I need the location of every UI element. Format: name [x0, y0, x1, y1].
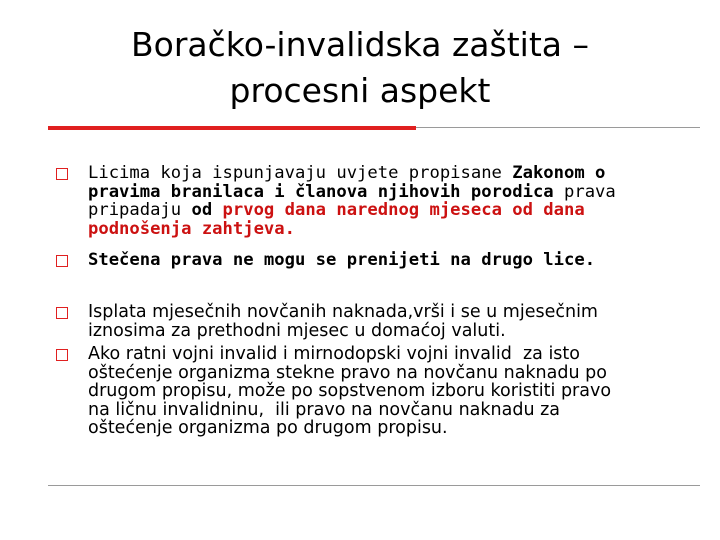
text-line [88, 382, 688, 401]
title-line-1: Boračko-invalidska zaštita – [131, 25, 589, 64]
text-line [88, 401, 688, 420]
bullet-text-1 [88, 164, 688, 238]
text-segment: oštećenje organizma stekne pravo na novčanu naknadu po [88, 362, 607, 383]
title-divider-line [416, 127, 700, 128]
text-line [88, 251, 688, 270]
text-segment: pripadaju [88, 200, 192, 220]
text-segment: Ako ratni vojni invalid i mirnodopski vojni invalid za isto [88, 344, 580, 364]
text-line [88, 303, 688, 322]
text-segment: prava [553, 181, 616, 202]
text-line [88, 364, 688, 383]
emphasis-red-text: prvog dana narednog mjeseca od dana [222, 200, 585, 220]
bullet-square-icon [56, 168, 68, 180]
text-segment: na ličnu invalidninu, ili pravo na novčanu naknadu za [88, 399, 561, 420]
text-segment: Isplata mjesečnih novčanih naknada,vrši i se u mjesečnim [88, 302, 598, 322]
bullet-square-icon [56, 349, 68, 361]
bullet-square-icon [56, 255, 68, 267]
emphasis-red-text: podnošenja zahtjeva. [88, 218, 295, 239]
text-line [88, 183, 688, 202]
bullet-text-2 [88, 251, 688, 270]
bullet-text-4 [88, 345, 688, 438]
bold-text: Zakonom o [512, 163, 606, 183]
text-line [88, 201, 688, 220]
slide-title [40, 22, 680, 114]
bold-text: Stečena prava ne mogu se prenijeti na drugo lice. [88, 250, 596, 270]
text-line [88, 345, 688, 364]
title-divider [48, 126, 700, 130]
text-line [88, 322, 688, 341]
title-divider-accent [48, 126, 416, 130]
text-segment: drugom propisu, može po sopstvenom izboru koristiti pravo [88, 381, 612, 401]
bullet-square-icon [56, 307, 68, 319]
text-line [88, 220, 688, 239]
text-segment: iznosima za prethodni mjesec u domaćoj valuti. [88, 320, 506, 341]
bold-text: pravima branilaca i članova njihovih porodica [88, 181, 554, 202]
text-line [88, 419, 688, 438]
text-segment: oštećenje organizma po drugom propisu. [88, 418, 448, 438]
text-segment: Licima koja ispunjavaju uvjete propisane [88, 163, 513, 183]
bottom-divider [48, 485, 700, 486]
title-line-2: procesni aspekt [229, 71, 491, 110]
bullet-text-3 [88, 303, 688, 340]
bold-text: od [191, 200, 223, 220]
text-line [88, 164, 688, 183]
